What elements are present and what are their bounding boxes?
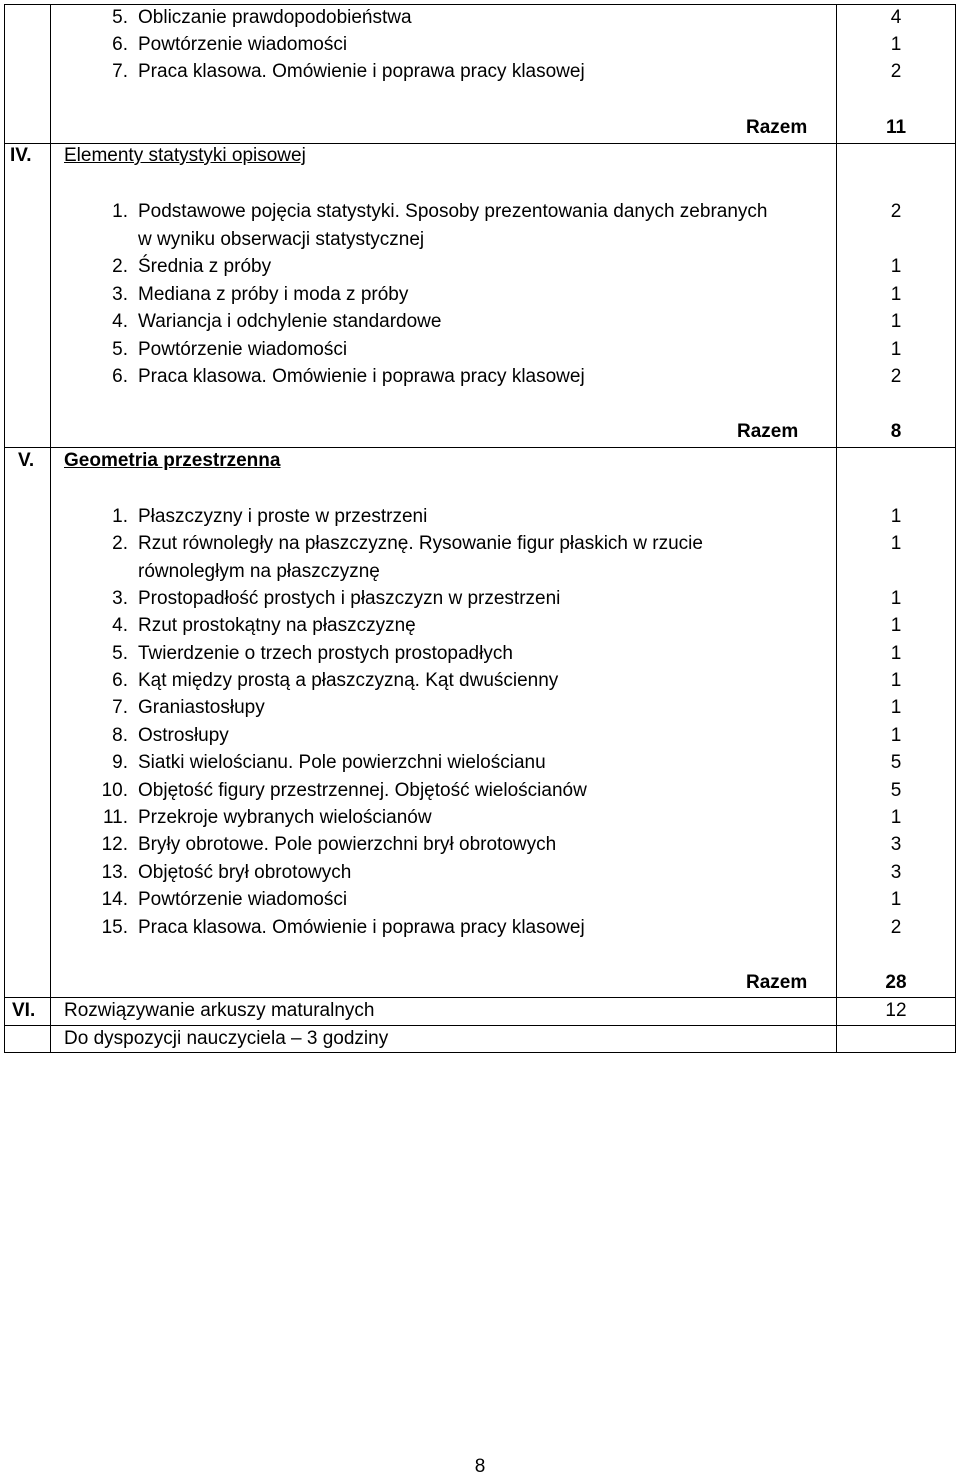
list-item-hours: 5: [890, 780, 902, 801]
list-item-number: 12.: [101, 834, 128, 855]
list-item-number: 14.: [101, 889, 128, 910]
list-item-hours: 1: [890, 670, 902, 691]
list-item-hours: 3: [890, 862, 902, 883]
list-item-text: Twierdzenie o trzech prostych prostopadłych: [138, 643, 513, 664]
list-item-hours: 1: [890, 643, 902, 664]
list-item-number: 2.: [112, 256, 128, 277]
section-total-label: Razem: [746, 972, 808, 993]
list-item-hours: 1: [890, 615, 902, 636]
list-item-text: Przekroje wybranych wielościanów: [138, 807, 432, 828]
list-item-hours: 2: [890, 366, 902, 387]
table-border-bottom: [4, 1052, 956, 1053]
section-roman: VI.: [12, 1000, 36, 1021]
section-total-label: Razem: [737, 421, 799, 442]
list-item-text: Ostrosłupy: [138, 725, 229, 746]
list-item-text: Prostopadłość prostych i płaszczyzn w przestrzeni: [138, 588, 561, 609]
list-item-text: Rzut prostokątny na płaszczyznę: [138, 615, 416, 636]
list-item-text: Powtórzenie wiadomości: [138, 889, 348, 910]
list-item-hours: 1: [890, 311, 902, 332]
list-item-hours: 2: [890, 61, 902, 82]
section-title: Rozwiązywanie arkuszy maturalnych: [64, 1000, 375, 1021]
list-item-text: Obliczanie prawdopodobieństwa: [138, 7, 412, 28]
list-item-hours: 1: [890, 533, 902, 554]
teacher-discretion-row: Do dyspozycji nauczyciela – 3 godziny: [64, 1028, 389, 1049]
list-item-hours: 1: [890, 339, 902, 360]
list-item-number: 9.: [112, 752, 128, 773]
list-item-text: Siatki wielościanu. Pole powierzchni wielościanu: [138, 752, 546, 773]
list-item-text: Podstawowe pojęcia statystyki. Sposoby prezentowania danych zebranych: [138, 201, 768, 222]
list-item-number: 7.: [112, 61, 128, 82]
list-item-number: 6.: [112, 366, 128, 387]
list-item-text: Praca klasowa. Omówienie i poprawa pracy klasowej: [138, 366, 585, 387]
list-item-hours: 5: [890, 752, 902, 773]
list-item-number: 6.: [112, 670, 128, 691]
section-hours: 12: [885, 1000, 907, 1021]
list-item-text: Wariancja i odchylenie standardowe: [138, 311, 442, 332]
section-total-label: Razem: [746, 117, 808, 138]
list-item-hours: 1: [890, 697, 902, 718]
list-item-text: Objętość brył obrotowych: [138, 862, 352, 883]
list-item-number: 1.: [112, 201, 128, 222]
section-roman: IV.: [10, 145, 32, 166]
section-title: Geometria przestrzenna: [64, 450, 281, 471]
list-item-hours: 1: [890, 506, 902, 527]
list-item-hours: 1: [890, 34, 902, 55]
section-total-value: 8: [890, 421, 902, 442]
list-item-hours: 1: [890, 889, 902, 910]
list-item-text: Powtórzenie wiadomości: [138, 34, 348, 55]
list-item-hours: 1: [890, 807, 902, 828]
section-total-value: 28: [885, 972, 907, 993]
list-item-text: Kąt między prostą a płaszczyzną. Kąt dwuścienny: [138, 670, 559, 691]
list-item-number: 15.: [101, 917, 128, 938]
list-item-number: 4.: [112, 311, 128, 332]
list-item-text-continued: równoległym na płaszczyznę: [138, 561, 380, 582]
list-item-text: Powtórzenie wiadomości: [138, 339, 348, 360]
list-item-text: Średnia z próby: [138, 256, 272, 277]
table-border-right: [955, 4, 956, 1053]
list-item-text: Praca klasowa. Omówienie i poprawa pracy klasowej: [138, 917, 585, 938]
list-item-hours: 1: [890, 588, 902, 609]
list-item-number: 8.: [112, 725, 128, 746]
list-item-hours: 1: [890, 284, 902, 305]
list-item-hours: 1: [890, 725, 902, 746]
list-item-hours: 2: [890, 917, 902, 938]
list-item-number: 7.: [112, 697, 128, 718]
page-number: 8: [474, 1456, 486, 1477]
list-item-number: 5.: [112, 7, 128, 28]
list-item-text: Mediana z próby i moda z próby: [138, 284, 409, 305]
list-item-text-continued: w wyniku obserwacji statystycznej: [138, 229, 425, 250]
list-item-hours: 1: [890, 256, 902, 277]
table-border-left: [4, 4, 5, 1053]
list-item-text: Bryły obrotowe. Pole powierzchni brył obrotowych: [138, 834, 557, 855]
list-item-number: 5.: [112, 339, 128, 360]
list-item-number: 2.: [112, 533, 128, 554]
list-item-number: 4.: [112, 615, 128, 636]
list-item-number: 1.: [112, 506, 128, 527]
list-item-hours: 2: [890, 201, 902, 222]
list-item-text: Rzut równoległy na płaszczyznę. Rysowanie figur płaskich w rzucie: [138, 533, 703, 554]
section-roman: V.: [18, 450, 35, 471]
list-item-number: 3.: [112, 588, 128, 609]
section-total-value: 11: [885, 117, 907, 138]
table-divider-roman: [50, 4, 51, 1053]
list-item-number: 5.: [112, 643, 128, 664]
list-item-number: 11.: [102, 807, 128, 828]
table-divider-hours: [836, 4, 837, 1053]
list-item-number: 13.: [101, 862, 128, 883]
list-item-number: 10.: [101, 780, 128, 801]
list-item-text: Płaszczyzny i proste w przestrzeni: [138, 506, 428, 527]
list-item-text: Objętość figury przestrzennej. Objętość wielościanów: [138, 780, 587, 801]
section-title: Elementy statystyki opisowej: [64, 145, 306, 166]
list-item-text: Praca klasowa. Omówienie i poprawa pracy klasowej: [138, 61, 585, 82]
list-item-number: 6.: [112, 34, 128, 55]
list-item-number: 3.: [112, 284, 128, 305]
list-item-hours: 4: [890, 7, 902, 28]
list-item-text: Graniastosłupy: [138, 697, 265, 718]
list-item-hours: 3: [890, 834, 902, 855]
